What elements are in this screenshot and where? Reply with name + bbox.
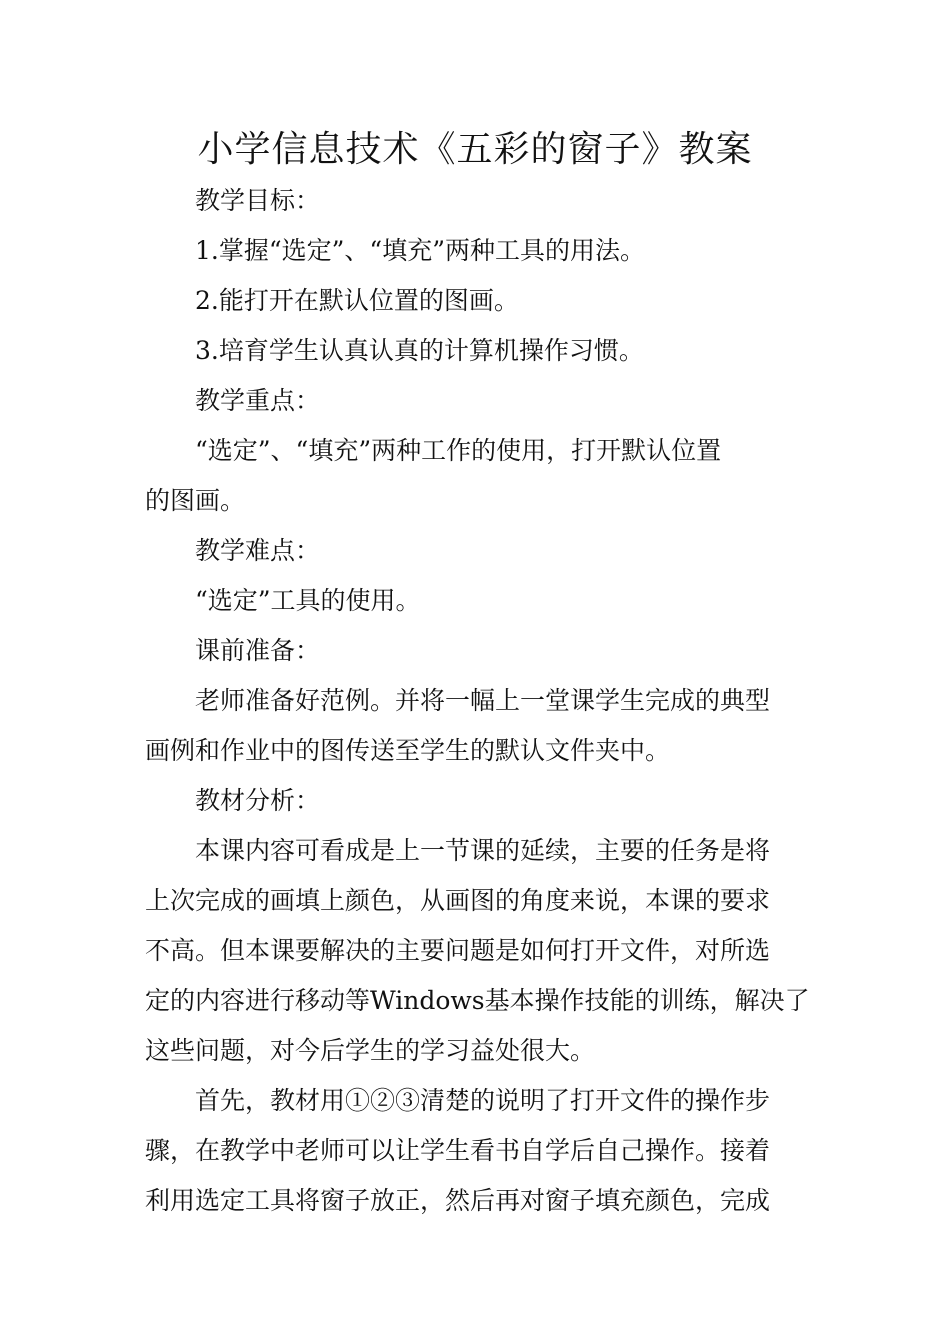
- goal-item-3: 3.培育学生认真认真的计算机操作习惯。: [195, 336, 644, 365]
- analysis-line-4: 定的内容进行移动等Windows基本操作技能的训练，解决了: [145, 986, 810, 1015]
- key-points-line-1: “选定”、“填充”两种工作的使用，打开默认位置: [195, 436, 722, 465]
- heading-preparation: 课前准备：: [195, 636, 321, 665]
- preparation-line-2: 画例和作业中的图传送至学生的默认文件夹中。: [145, 736, 671, 765]
- difficulties-text: “选定”工具的使用。: [195, 586, 421, 615]
- analysis-line-2: 上次完成的画填上颜色，从画图的角度来说，本课的要求: [145, 886, 771, 915]
- analysis2-line-3: 利用选定工具将窗子放正，然后再对窗子填充颜色，完成: [145, 1186, 771, 1215]
- heading-key-points: 教学重点：: [195, 386, 321, 415]
- document-body: [145, 176, 810, 1226]
- key-points-line-2: 的图画。: [145, 486, 246, 515]
- preparation-line-1: 老师准备好范例。并将一幅上一堂课学生完成的典型: [195, 686, 771, 715]
- analysis-line-5: 这些问题，对今后学生的学习益处很大。: [145, 1036, 596, 1065]
- goal-item-1: 1.掌握“选定”、“填充”两种工具的用法。: [195, 236, 645, 265]
- goal-item-2: 2.能打开在默认位置的图画。: [195, 286, 519, 315]
- heading-material-analysis: 教材分析：: [195, 786, 321, 815]
- analysis-line-3: 不高。但本课要解决的主要问题是如何打开文件，对所选: [145, 936, 771, 965]
- analysis2-line-1: 首先，教材用①②③清楚的说明了打开文件的操作步: [195, 1086, 771, 1115]
- heading-teaching-goals: 教学目标：: [195, 186, 321, 215]
- heading-difficulties: 教学难点：: [195, 536, 321, 565]
- document-title: 小学信息技术《五彩的窗子》教案: [197, 129, 753, 170]
- analysis-line-1: 本课内容可看成是上一节课的延续，主要的任务是将: [195, 836, 771, 865]
- analysis2-line-2: 骤，在教学中老师可以让学生看书自学后自己操作。接着: [145, 1136, 771, 1165]
